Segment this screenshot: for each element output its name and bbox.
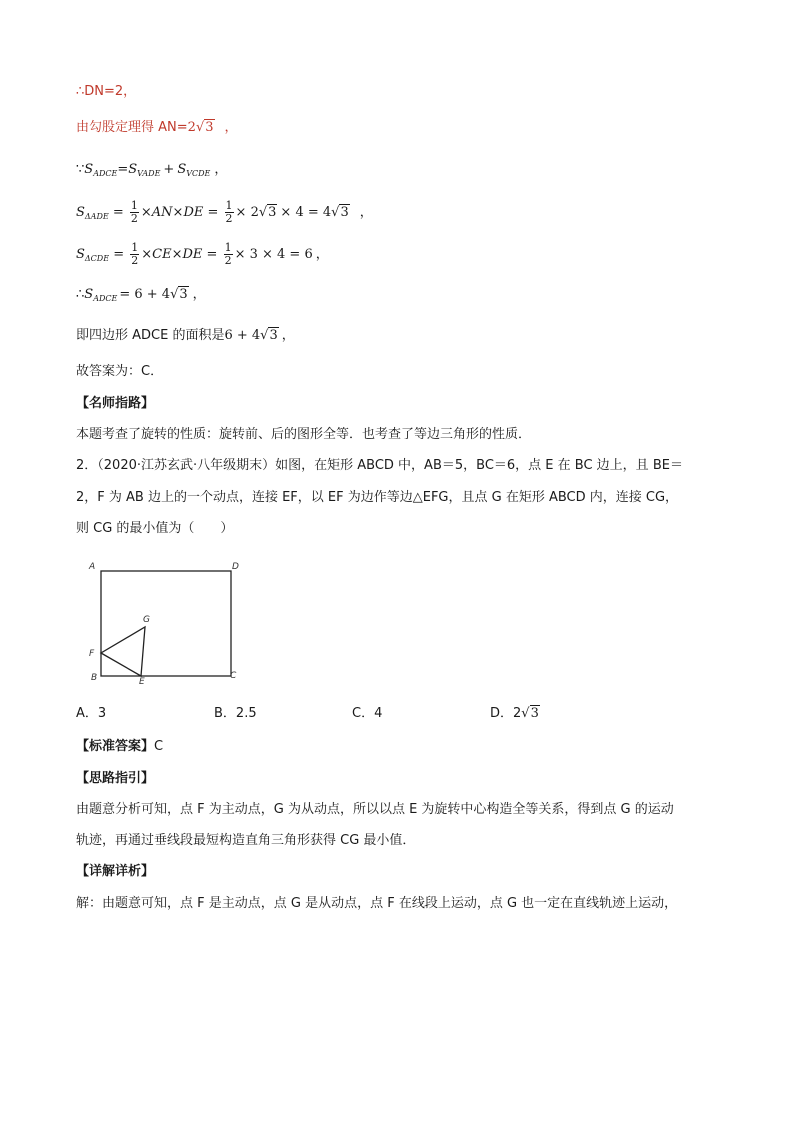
label-a: A: [89, 562, 96, 572]
step-area-sum: $\because S_{ADCE}=S_{VADE} + S_{VCDE}$ ，: [76, 162, 228, 178]
step-total: $\therefore S_{ADCE} = 6 + 4√3$ ，: [76, 287, 206, 303]
sqrt-symbol: √3: [260, 328, 278, 343]
option-d[interactable]: D．2√3: [490, 706, 539, 721]
step-pythagoras: 由勾股定理得 AN=2√3 ，: [76, 118, 238, 138]
option-c[interactable]: C．4: [352, 706, 383, 721]
fraction-half: $\frac{1}{2}$: [225, 199, 233, 225]
label-d: D: [232, 562, 239, 572]
label-c: C: [230, 671, 237, 681]
step-area-cde: $S_{\Delta CDE}$ = $\frac{1}{2}$ ×CE×DE = $\frac{1}{2}$ × 3 × 4 = 6 ，: [76, 241, 329, 267]
step-area-ade: $S_{\Delta ADE}$ = $\frac{1}{2}$ ×AN×DE = $\frac{1}{2}$ × 2√3 × 4 = 4√3 ，: [76, 199, 373, 225]
standard-answer: 【标准答案】C: [76, 739, 164, 754]
question-2-line-1: 2．（2020·江苏玄武·八年级期末）如图，在矩形 ABCD 中，AB＝5，BC＝6，点 E 在 BC 边上，且 BE＝: [76, 458, 683, 473]
label-f: F: [89, 649, 95, 659]
tips-paragraph: 本题考查了旋转的性质：旋转前、后的图形全等．也考查了等边三角形的性质．: [76, 427, 532, 442]
solution-line-1: 解：由题意可知，点 F 是主动点，点 G 是从动点，点 F 在线段上运动，点 G 也一定在直线轨迹上运动，: [76, 896, 678, 911]
section-heading-approach: 【思路指引】: [76, 771, 155, 786]
geometry-figure: [84, 556, 244, 686]
label-e: E: [139, 677, 145, 686]
label-b: B: [91, 673, 98, 683]
option-a[interactable]: A．3: [76, 706, 107, 721]
question-2-line-2: 2，F 为 AB 边上的一个动点，连接 EF，以 EF 为边作等边△EFG，且点 G 在矩形 ABCD 内，连接 CG，: [76, 490, 679, 505]
sqrt-symbol: √3: [170, 287, 188, 302]
fraction-half: $\frac{1}{2}$: [131, 241, 139, 267]
fraction-half: $\frac{1}{2}$: [224, 241, 232, 267]
fraction-half: $\frac{1}{2}$: [130, 199, 138, 225]
question-2-line-3: 则 CG 的最小值为（ ）: [76, 521, 234, 536]
sqrt-symbol: √3: [331, 205, 349, 220]
sqrt-symbol: √3: [195, 120, 214, 135]
sqrt-symbol: √3: [258, 205, 277, 220]
rectangle-abcd: [101, 571, 231, 676]
section-heading-solution: 【详解详析】: [76, 864, 155, 879]
approach-line-1: 由题意分析可知，点 F 为主动点，G 为从动点，所以以点 E 为旋转中心构造全等关系，得到点 G 的运动: [76, 802, 674, 817]
label-g: G: [143, 615, 150, 625]
triangle-efg: [101, 627, 145, 676]
answer-c: 故答案为：C．: [76, 364, 164, 379]
step-conclusion: 即四边形 ADCE 的面积是6 + 4√3 ，: [76, 326, 295, 346]
sqrt-symbol: √3: [521, 706, 539, 721]
section-heading-tips: 【名师指路】: [76, 396, 155, 411]
option-b[interactable]: B．2.5: [214, 706, 257, 721]
approach-line-2: 轨迹，再通过垂线段最短构造直角三角形获得 CG 最小值．: [76, 833, 416, 848]
step-dn: ∴DN=2，: [76, 84, 137, 99]
